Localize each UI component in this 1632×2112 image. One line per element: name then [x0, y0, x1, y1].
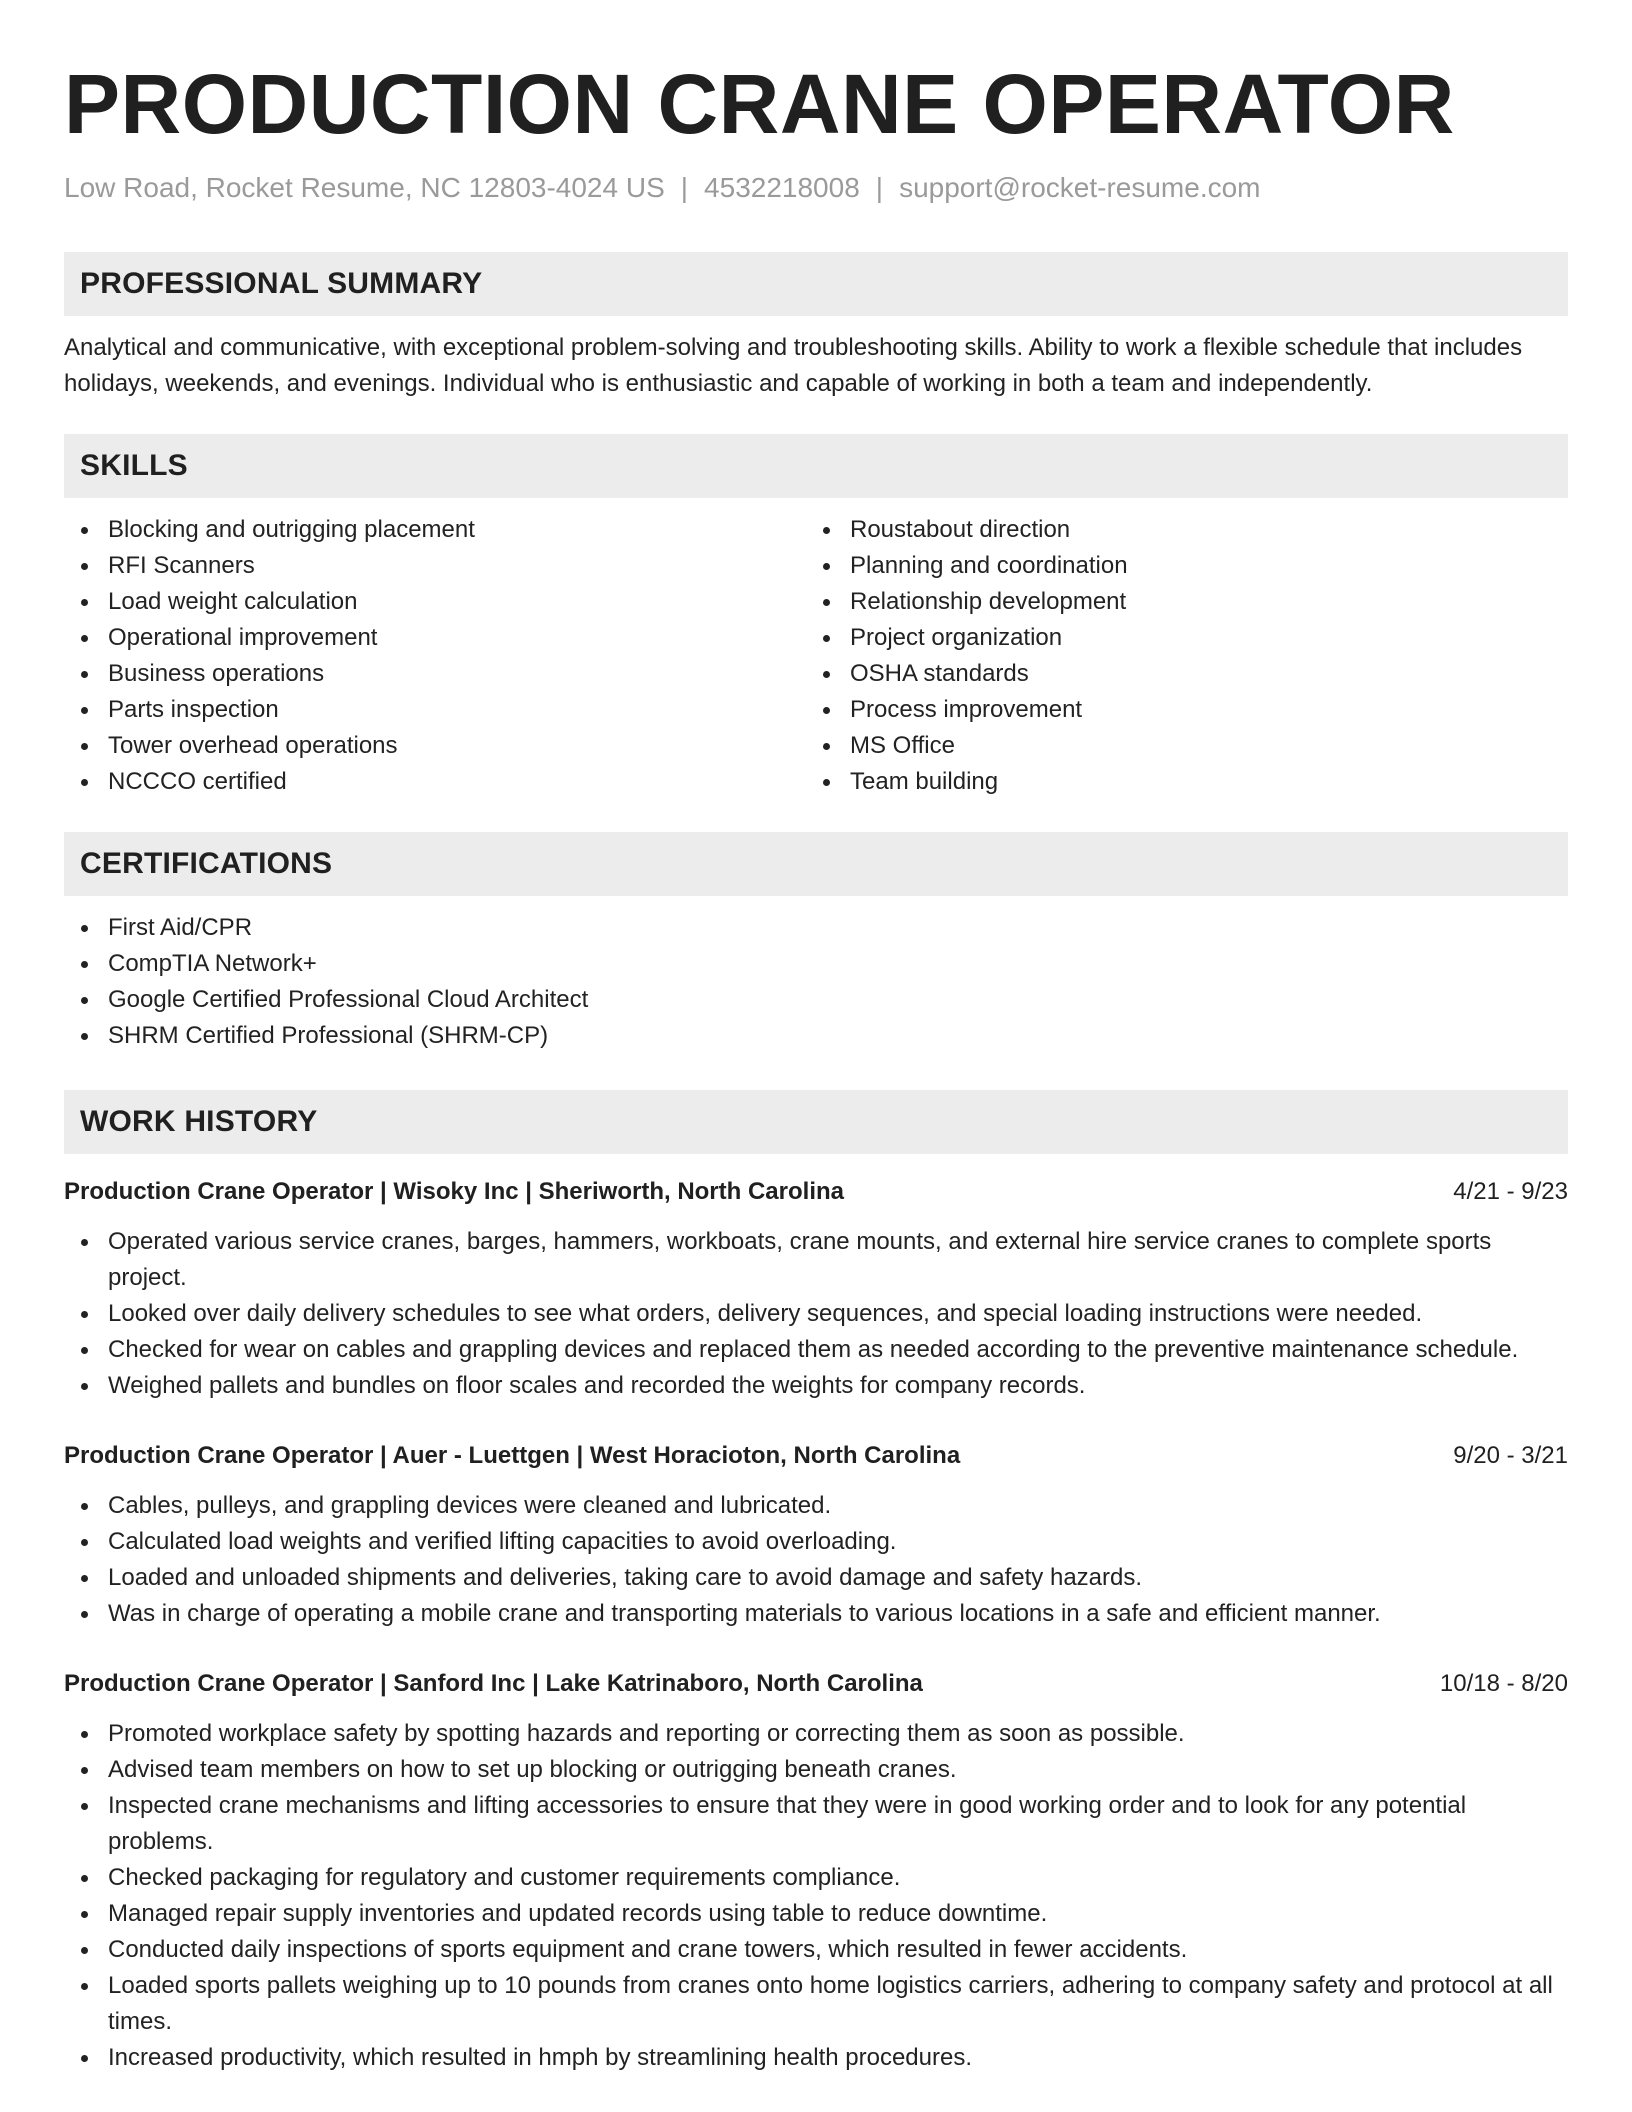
skill-item: MS Office — [806, 728, 1548, 764]
certification-item: Google Certified Professional Cloud Architect — [64, 982, 1568, 1018]
certification-item: CompTIA Network+ — [64, 946, 1568, 982]
job-bullets — [64, 1488, 1568, 1632]
job-bullets — [64, 1224, 1568, 1404]
job-bullet: Looked over daily delivery schedules to see what orders, delivery sequences, and special loading instructions were needed. — [64, 1296, 1568, 1332]
skill-item: Load weight calculation — [64, 584, 806, 620]
candidate-name: PRODUCTION CRANE OPERATOR — [64, 57, 1455, 151]
skill-item: Team building — [806, 764, 1548, 800]
job-dates: 4/21 - 9/23 — [1453, 1178, 1568, 1205]
skill-item: Roustabout direction — [806, 512, 1548, 548]
certification-item: SHRM Certified Professional (SHRM-CP) — [64, 1018, 1568, 1054]
job-entry — [64, 1666, 1568, 2076]
job-bullet: Checked for wear on cables and grappling devices and replaced them as needed according to the preventive maintenance schedule. — [64, 1332, 1568, 1368]
skill-item: Process improvement — [806, 692, 1548, 728]
job-header — [64, 1174, 1568, 1210]
job-bullet: Inspected crane mechanisms and lifting accessories to ensure that they were in good working order and to look for any potential problems. — [64, 1788, 1568, 1860]
job-bullet: Was in charge of operating a mobile crane and transporting materials to various locations in a safe and efficient manner. — [64, 1596, 1568, 1632]
work-history-heading: WORK HISTORY — [64, 1090, 1568, 1154]
skill-item: Tower overhead operations — [64, 728, 806, 764]
skill-item: RFI Scanners — [64, 548, 806, 584]
skills-grid — [64, 512, 1568, 800]
job-bullet: Advised team members on how to set up blocking or outrigging beneath cranes. — [64, 1752, 1568, 1788]
skills-list-right — [806, 512, 1548, 800]
job-bullet: Promoted workplace safety by spotting hazards and reporting or correcting them as soon as possible. — [64, 1716, 1568, 1752]
summary-heading: PROFESSIONAL SUMMARY — [64, 252, 1568, 316]
job-bullet: Cables, pulleys, and grappling devices were cleaned and lubricated. — [64, 1488, 1568, 1524]
skill-item: Relationship development — [806, 584, 1548, 620]
skill-item: OSHA standards — [806, 656, 1548, 692]
job-bullet: Operated various service cranes, barges, hammers, workboats, crane mounts, and external hire service cranes to complete sports project. — [64, 1224, 1568, 1296]
job-bullet: Loaded and unloaded shipments and deliveries, taking care to avoid damage and safety hazards. — [64, 1560, 1568, 1596]
job-entry — [64, 1438, 1568, 1632]
job-header — [64, 1666, 1568, 1702]
skills-column-left — [64, 512, 806, 800]
job-bullet: Calculated load weights and verified lifting capacities to avoid overloading. — [64, 1524, 1568, 1560]
skills-column-right — [806, 512, 1548, 800]
skill-item: NCCCO certified — [64, 764, 806, 800]
job-bullet: Conducted daily inspections of sports equipment and crane towers, which resulted in fewer accidents. — [64, 1932, 1568, 1968]
certifications-list — [64, 910, 1568, 1054]
certifications-heading: CERTIFICATIONS — [64, 832, 1568, 896]
summary-text: Analytical and communicative, with exceptional problem-solving and troubleshooting skills. Ability to work a flexible schedule that includes holidays, weekends, and evenings. Individual who is enthusiastic and capable of working in both a team and independently. — [64, 334, 1523, 397]
skill-item: Business operations — [64, 656, 806, 692]
contact-separator: | — [680, 172, 689, 203]
job-bullet: Checked packaging for regulatory and customer requirements compliance. — [64, 1860, 1568, 1896]
job-bullets — [64, 1716, 1568, 2076]
job-title: Production Crane Operator | Sanford Inc | Lake Katrinaboro, North Carolina — [64, 1670, 923, 1697]
skill-item: Parts inspection — [64, 692, 806, 728]
resume-page — [64, 0, 1568, 2076]
skill-item: Operational improvement — [64, 620, 806, 656]
contact-separator: | — [875, 172, 884, 203]
contact-email: support@rocket-resume.com — [899, 172, 1261, 203]
skill-item: Project organization — [806, 620, 1548, 656]
skills-list-left — [64, 512, 806, 800]
contact-line — [64, 170, 1568, 206]
job-bullet: Weighed pallets and bundles on floor scales and recorded the weights for company records. — [64, 1368, 1568, 1404]
job-bullet: Increased productivity, which resulted in hmph by streamlining health procedures. — [64, 2040, 1568, 2076]
certification-item: First Aid/CPR — [64, 910, 1568, 946]
skills-heading: SKILLS — [64, 434, 1568, 498]
job-header — [64, 1438, 1568, 1474]
contact-address: Low Road, Rocket Resume, NC 12803-4024 US — [64, 172, 665, 203]
contact-phone: 4532218008 — [704, 172, 860, 203]
job-bullet: Loaded sports pallets weighing up to 10 pounds from cranes onto home logistics carriers, adhering to company safety and protocol at all times. — [64, 1968, 1568, 2040]
job-title: Production Crane Operator | Wisoky Inc | Sheriworth, North Carolina — [64, 1178, 844, 1205]
job-title: Production Crane Operator | Auer - Luettgen | West Horacioton, North Carolina — [64, 1442, 961, 1469]
skill-item: Blocking and outrigging placement — [64, 512, 806, 548]
job-bullet: Managed repair supply inventories and updated records using table to reduce downtime. — [64, 1896, 1568, 1932]
job-dates: 9/20 - 3/21 — [1453, 1442, 1568, 1469]
skill-item: Planning and coordination — [806, 548, 1548, 584]
job-dates: 10/18 - 8/20 — [1439, 1670, 1568, 1697]
job-entry — [64, 1174, 1568, 1404]
